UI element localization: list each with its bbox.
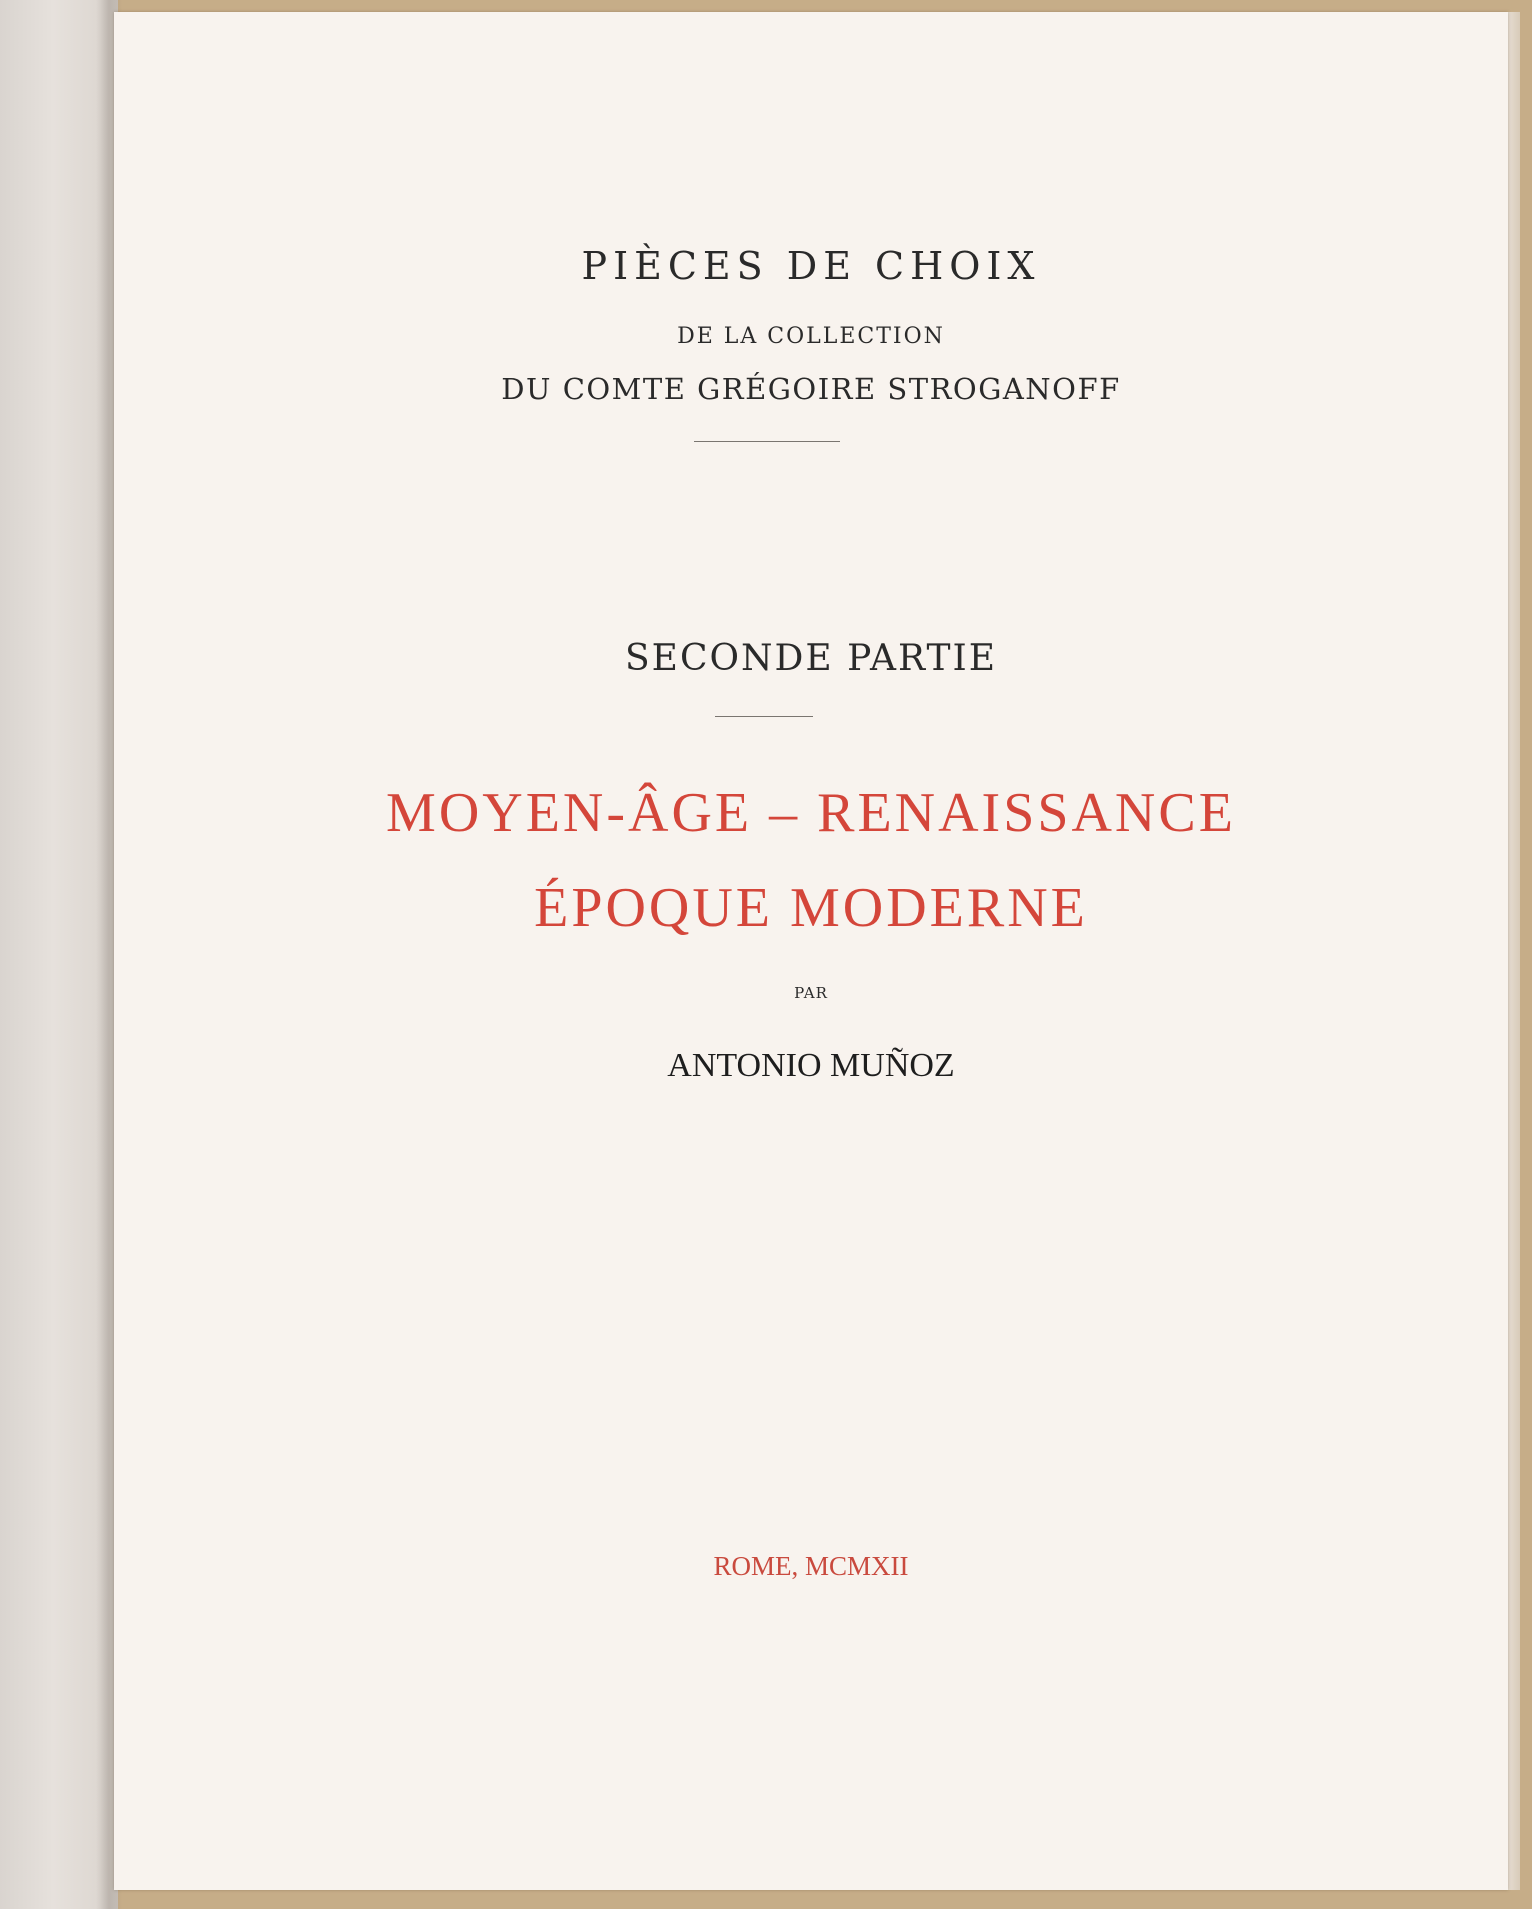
book-title: PIÈCES DE CHOIX [581, 244, 1041, 288]
title-page [114, 12, 1508, 1890]
imprint: ROME, MCMXII [713, 1551, 909, 1581]
collector-line: DU COMTE GRÉGOIRE STROGANOFF [501, 372, 1121, 406]
by-label: PAR [794, 984, 828, 1002]
red-heading-line-1: MOYEN-ÂGE – RENAISSANCE [386, 782, 1236, 844]
section-title: SECONDE PARTIE [625, 638, 997, 679]
red-heading-line-2: ÉPOQUE MODERNE [534, 877, 1088, 939]
collection-line: DE LA COLLECTION [677, 324, 945, 349]
page-edge [1508, 12, 1520, 1890]
divider-rule-top [694, 441, 840, 442]
divider-rule-middle [715, 716, 813, 717]
author-name: ANTONIO MUÑOZ [667, 1047, 955, 1084]
